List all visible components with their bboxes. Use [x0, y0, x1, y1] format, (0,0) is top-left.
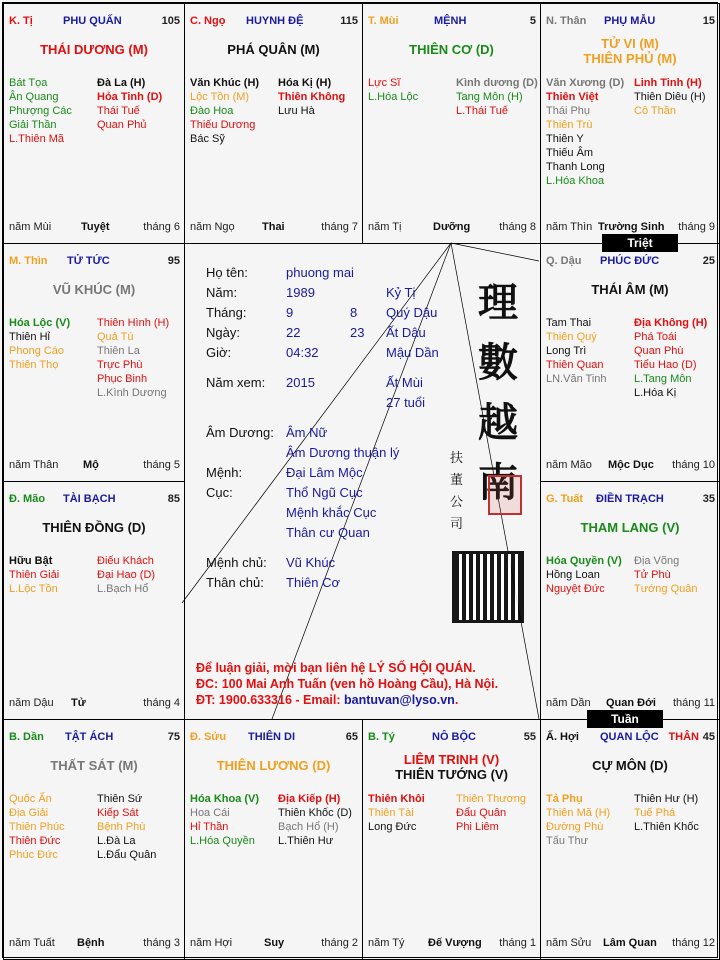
footer-month: tháng 8 — [499, 221, 536, 233]
cuc-label: Cục: — [206, 485, 233, 500]
major-star: THÁI DƯƠNG (M) — [40, 42, 148, 57]
minor-star: Văn Khúc (H) — [190, 77, 260, 89]
minor-star: Thiên Y — [546, 133, 584, 145]
minor-star: Thiên Phúc — [9, 821, 65, 833]
contact-line3 — [196, 693, 458, 707]
minor-star: L.Thái Tuế — [456, 105, 508, 117]
palace-name: QUAN LỘC — [600, 731, 659, 743]
palace-header — [9, 15, 180, 29]
palace-chi: C. Ngọ — [190, 15, 226, 27]
footer-month: tháng 11 — [672, 697, 715, 709]
footer-year: năm Tuất — [9, 937, 55, 949]
qr-code-icon — [452, 551, 524, 623]
palace-footer — [546, 937, 715, 950]
footer-stage: Tuyệt — [81, 221, 110, 233]
minor-star: Thiên Khôi — [368, 793, 425, 805]
footer-stage: Mộc Dục — [608, 459, 654, 471]
stars-left — [190, 792, 280, 848]
minor-star: Hóa Quyền (V) — [546, 555, 622, 567]
palace-chi: G. Tuất — [546, 493, 584, 505]
minor-star: Thanh Long — [546, 161, 605, 173]
amduong-label: Âm Dương: — [206, 425, 274, 440]
minor-star: Phong Cáo — [9, 345, 65, 357]
palace-footer — [546, 221, 715, 234]
minor-star: Thiên Diêu (H) — [634, 91, 706, 103]
stars-right — [634, 792, 720, 834]
palace-tuat[interactable] — [540, 481, 720, 720]
footer-stage: Suy — [264, 937, 285, 949]
minor-star: Tang Môn (H) — [456, 91, 523, 103]
palace-name: TÀI BẠCH — [63, 493, 116, 505]
contact-phone: ĐT: 1900.633316 - Email: — [196, 693, 344, 707]
minor-star: Đại Hao (D) — [97, 569, 156, 581]
minor-star: Trực Phù — [97, 359, 143, 371]
stars-right — [97, 316, 185, 400]
palace-number: 25 — [702, 255, 715, 267]
minor-star: Nguyệt Đức — [546, 583, 605, 595]
palace-header — [9, 493, 180, 507]
minor-star: Hữu Bật — [9, 555, 53, 567]
palace-footer — [190, 221, 358, 234]
footer-month: tháng 9 — [678, 221, 715, 233]
month-value: 9 — [286, 305, 294, 320]
palace-footer — [368, 221, 536, 234]
minor-star: Tuế Phá — [634, 807, 676, 819]
footer-month: tháng 2 — [321, 937, 358, 949]
palace-number: 55 — [523, 731, 536, 743]
center-info — [184, 243, 541, 719]
minor-star: L.Thiên Khốc — [634, 821, 699, 833]
stars-left — [546, 316, 636, 386]
year-can: Kỷ Tị — [386, 285, 416, 300]
than-marker: THÂN — [668, 731, 699, 743]
palace-name: TỬ TỨC — [67, 255, 110, 267]
palace-footer — [546, 459, 715, 472]
stars-left — [368, 76, 458, 104]
minor-star: Phượng Các — [9, 105, 72, 117]
minor-star: Thiên Khốc (D) — [278, 807, 352, 819]
footer-month: tháng 7 — [321, 221, 358, 233]
day-can: Ất Dậu — [386, 325, 426, 340]
palace-name: NÔ BỘC — [432, 731, 476, 743]
minor-star: Thiếu Âm — [546, 147, 594, 159]
menh-value: Đại Lâm Mộc — [286, 465, 363, 480]
cuc-note1: Mệnh khắc Cục — [286, 505, 377, 520]
footer-stage: Mộ — [83, 459, 99, 471]
palace-chi: K. Tị — [9, 15, 33, 27]
major-star: LIÊM TRINH (V) — [403, 752, 500, 767]
footer-year: năm Tị — [368, 221, 402, 233]
minor-star: Thiên Hỉ — [9, 331, 50, 343]
amduong-note: Âm Dương thuận lý — [286, 445, 400, 460]
palace-header — [9, 731, 180, 745]
palace-number: 115 — [340, 15, 358, 27]
stars-left — [9, 554, 99, 596]
footer-stage: Thai — [262, 221, 285, 233]
minor-star: Hoa Cái — [190, 807, 230, 819]
minor-star: Ân Quang — [9, 91, 59, 103]
palace-chi: M. Thìn — [9, 255, 48, 267]
palace-header — [546, 493, 715, 507]
footer-month: tháng 4 — [143, 697, 180, 709]
minor-star: Thiên Thương — [456, 793, 527, 805]
contact-email[interactable]: bantuvan@lyso.vn — [344, 693, 455, 707]
palace-header — [9, 255, 180, 269]
minor-star: Lộc Tồn (M) — [190, 91, 250, 103]
day-lunar: 23 — [350, 325, 365, 340]
year-value: 1989 — [286, 285, 315, 300]
minor-star: Thiên Quý — [546, 331, 597, 343]
minor-star: Tử Phù — [634, 569, 671, 581]
palace-chi: Ấ. Hợi — [546, 731, 579, 743]
hour-can: Mậu Dần — [386, 345, 439, 360]
minor-star: Hồng Loan — [546, 569, 600, 581]
month-can: Quý Dậu — [386, 305, 438, 320]
palace-footer — [9, 697, 180, 710]
stars-left — [546, 554, 636, 596]
footer-month: tháng 12 — [672, 937, 715, 949]
major-star: VŨ KHÚC (M) — [52, 282, 136, 297]
minor-star: Địa Giải — [9, 807, 49, 819]
minor-star: Phúc Đức — [9, 849, 58, 861]
menhchu-label: Mệnh chủ: — [206, 555, 267, 570]
cuc-note2: Thân cư Quan — [286, 525, 370, 540]
palace-mao[interactable] — [3, 481, 185, 720]
minor-star: Hóa Lộc (V) — [9, 317, 71, 329]
palace-header — [368, 731, 536, 745]
palace-ti[interactable] — [3, 3, 185, 244]
minor-star: Hóa Khoa (V) — [190, 793, 260, 805]
minor-star: Linh Tinh (H) — [634, 77, 702, 89]
footer-stage: Trường Sinh — [598, 221, 665, 233]
contact-line2: ĐC: 100 Mai Anh Tuấn (ven hồ Hoàng Cầu), Hà Nội. — [196, 677, 499, 691]
view-year-label: Năm xem: — [206, 375, 266, 390]
name-value: phuong mai — [286, 265, 354, 280]
footer-month: tháng 5 — [143, 459, 180, 471]
footer-stage: Tử — [71, 697, 86, 709]
palace-number: 105 — [161, 15, 180, 27]
thanchu-value: Thiên Cơ — [286, 575, 341, 590]
minor-star: Phá Toái — [634, 331, 677, 343]
palace-name: MỆNH — [434, 15, 467, 27]
stars-right — [97, 554, 185, 596]
amduong-value: Âm Nữ — [286, 425, 328, 440]
contact-end: . — [454, 693, 459, 707]
hour-value: 04:32 — [286, 345, 319, 360]
footer-month: tháng 6 — [143, 221, 180, 233]
minor-star: L.Hóa Quyền — [190, 835, 255, 847]
minor-star: Bác Sỹ — [190, 133, 225, 145]
footer-month: tháng 3 — [143, 937, 180, 949]
minor-star: Kiếp Sát — [97, 807, 139, 819]
stars-right — [456, 76, 541, 118]
major-star: THIÊN PHỦ (M) — [583, 51, 677, 66]
palace-dau[interactable] — [540, 243, 720, 482]
palace-name: THIÊN DI — [248, 731, 296, 743]
palace-mui[interactable] — [362, 3, 541, 244]
palace-number: 5 — [529, 15, 536, 27]
minor-star: L.Đẩu Quân — [97, 849, 157, 861]
major-star: THIÊN ĐỒNG (D) — [42, 520, 146, 535]
minor-star: L.Hóa Kị — [634, 387, 677, 399]
year-label: Năm: — [206, 285, 238, 300]
thanchu-label: Thân chủ: — [206, 575, 264, 590]
palace-number: 75 — [167, 731, 180, 743]
minor-star: Thiếu Dương — [190, 119, 256, 131]
palace-number: 45 — [702, 731, 715, 743]
palace-chi: N. Thân — [546, 15, 587, 27]
seal-small-text: 扶董公司 — [450, 451, 464, 532]
stars-right — [278, 792, 363, 848]
menhchu-value: Vũ Khúc — [286, 555, 336, 570]
palace-header — [190, 731, 358, 745]
footer-month: tháng 10 — [672, 459, 715, 471]
palace-number: 65 — [345, 731, 358, 743]
minor-star: Tướng Quân — [634, 583, 698, 595]
palace-ty[interactable] — [362, 719, 541, 960]
month-label: Tháng: — [206, 305, 247, 320]
minor-star: Thái Phụ — [546, 105, 591, 117]
view-year-value: 2015 — [286, 375, 315, 390]
minor-star: L.Tang Môn — [634, 373, 692, 385]
major-star: PHÁ QUÂN (M) — [227, 42, 320, 57]
cuc-value: Thổ Ngũ Cục — [286, 485, 363, 500]
palace-chi: Q. Dậu — [546, 255, 582, 267]
palace-number: 35 — [702, 493, 715, 505]
stars-left — [9, 316, 99, 372]
stars-right — [456, 792, 541, 834]
stars-right — [97, 76, 185, 132]
minor-star: Thiên Thọ — [9, 359, 59, 371]
footer-year: năm Thìn — [546, 221, 593, 233]
minor-star: Thiên Hư (H) — [634, 793, 699, 805]
palace-chi: Đ. Mão — [9, 493, 46, 505]
minor-star: Quả Tú — [97, 331, 134, 343]
palace-hoi[interactable] — [540, 719, 720, 960]
minor-star: Hỏa Tinh (D) — [97, 91, 163, 103]
palace-footer — [9, 221, 180, 234]
minor-star: L.Lộc Tồn — [9, 583, 58, 595]
stars-right — [278, 76, 363, 118]
calligraphy-text: 理數越南 — [478, 279, 518, 506]
minor-star: Quan Phủ — [97, 119, 147, 131]
minor-star: Tiểu Hao (D) — [634, 359, 697, 371]
stars-right — [97, 792, 185, 862]
minor-star: Lực Sĩ — [368, 77, 401, 89]
minor-star: Thiên Tài — [368, 807, 414, 819]
minor-star: Bệnh Phù — [97, 821, 146, 833]
palace-name: TẬT ÁCH — [65, 731, 114, 743]
minor-star: Đà La (H) — [97, 77, 146, 89]
minor-star: Thiên Mã (H) — [546, 807, 611, 819]
minor-star: L.Hóa Lộc — [368, 91, 419, 103]
palace-header — [368, 15, 536, 29]
minor-star: Cô Thần — [634, 105, 676, 117]
major-star: THÁI ÂM (M) — [591, 282, 669, 297]
major-star: CỰ MÔN (D) — [592, 758, 668, 773]
minor-star: Phi Liêm — [456, 821, 499, 833]
minor-star: L.Bạch Hổ — [97, 583, 149, 595]
minor-star: Thiên Giải — [9, 569, 60, 581]
minor-star: Thiên Đức — [9, 835, 61, 847]
hour-label: Giờ: — [206, 345, 232, 360]
palace-number: 15 — [702, 15, 715, 27]
view-year-can: Ất Mùi — [386, 375, 423, 390]
minor-star: Địa Võng — [634, 555, 680, 567]
stars-right — [634, 316, 720, 400]
minor-star: Thiên Không — [278, 91, 346, 103]
minor-star: L.Hóa Khoa — [546, 175, 605, 187]
minor-star: Địa Không (H) — [634, 317, 708, 329]
month-lunar: 8 — [350, 305, 358, 320]
minor-star: Bát Tọa — [9, 77, 48, 89]
palace-chi: B. Dần — [9, 731, 44, 743]
major-star: THẤT SÁT (M) — [50, 758, 138, 773]
footer-year: năm Hợi — [190, 937, 233, 949]
stars-right — [634, 554, 720, 596]
palace-than[interactable] — [540, 3, 720, 244]
footer-year: năm Dần — [546, 697, 591, 709]
triet-tag: Triệt — [602, 234, 678, 252]
minor-star: Long Đức — [368, 821, 417, 833]
minor-star: Thiên Sứ — [97, 793, 143, 805]
palace-name: PHU QUẤN — [63, 15, 122, 27]
minor-star: Quốc Ấn — [9, 793, 52, 805]
minor-star: Long Trì — [546, 345, 587, 357]
day-label: Ngày: — [206, 325, 240, 340]
major-star: THAM LANG (V) — [580, 520, 680, 535]
palace-footer — [368, 937, 536, 950]
stars-left — [9, 792, 99, 862]
minor-star: Bạch Hổ (H) — [278, 821, 339, 833]
stars-left — [9, 76, 99, 146]
tuan-tag: Tuần — [587, 710, 663, 728]
palace-footer — [546, 697, 715, 710]
footer-year: năm Ngọ — [190, 221, 235, 233]
palace-header — [546, 15, 715, 29]
minor-star: Văn Xương (D) — [546, 77, 625, 89]
minor-star: Thiên La — [97, 345, 140, 357]
minor-star: Tam Thai — [546, 317, 592, 329]
menh-label: Mệnh: — [206, 465, 243, 480]
minor-star: L.Đà La — [97, 835, 136, 847]
footer-year: năm Mùi — [9, 221, 52, 233]
palace-chi: Đ. Sửu — [190, 731, 227, 743]
minor-star: Đường Phù — [546, 821, 604, 833]
footer-year: năm Dậu — [9, 697, 54, 709]
minor-star: L.Thiên Mã — [9, 133, 65, 145]
major-star: THIÊN LƯƠNG (D) — [216, 758, 331, 773]
footer-year: năm Sửu — [546, 937, 592, 949]
minor-star: Địa Kiếp (H) — [278, 793, 341, 805]
minor-star: Phục Binh — [97, 373, 148, 385]
minor-star: Đẩu Quân — [456, 807, 507, 819]
palace-header — [190, 15, 358, 29]
minor-star: Giải Thần — [9, 119, 57, 131]
palace-suu[interactable] — [184, 719, 363, 960]
palace-chi: B. Tý — [368, 731, 395, 743]
palace-chi: T. Mùi — [368, 15, 399, 27]
day-value: 22 — [286, 325, 301, 340]
palace-header — [546, 731, 715, 745]
stars-right — [634, 76, 720, 118]
minor-star: Thiên Trù — [546, 119, 593, 131]
footer-stage: Dưỡng — [433, 221, 471, 233]
contact-line1: Để luận giải, mời bạn liên hệ LÝ SỐ HỘI QUÁN. — [196, 661, 476, 675]
footer-stage: Lâm Quan — [603, 937, 657, 949]
minor-star: Đào Hoa — [190, 105, 234, 117]
minor-star: L.Thiên Hư — [278, 835, 334, 847]
palace-thin[interactable] — [3, 243, 185, 482]
minor-star: Hỉ Thần — [190, 821, 229, 833]
palace-name: PHÚC ĐỨC — [600, 255, 660, 267]
footer-year: năm Tý — [368, 937, 405, 949]
major-star: TỬ VI (M) — [601, 36, 659, 51]
footer-stage: Quan Đới — [606, 697, 656, 709]
palace-footer — [9, 937, 180, 950]
palace-header — [546, 255, 715, 269]
palace-name: PHỤ MẪU — [604, 15, 656, 27]
stars-left — [546, 792, 636, 848]
minor-star: Thái Tuế — [97, 105, 140, 117]
footer-stage: Đế Vượng — [428, 937, 482, 949]
tuvi-chart — [2, 2, 718, 958]
palace-ngo[interactable] — [184, 3, 363, 244]
minor-star: Tả Phụ — [546, 793, 583, 805]
footer-month: tháng 1 — [499, 937, 536, 949]
stars-left — [190, 76, 280, 146]
footer-stage: Bệnh — [77, 937, 105, 949]
minor-star: Lưu Hà — [278, 105, 315, 117]
minor-star: Tấu Thư — [546, 835, 589, 847]
footer-year: năm Thân — [9, 459, 59, 471]
stars-left — [368, 792, 458, 834]
minor-star: Quan Phù — [634, 345, 684, 357]
minor-star: Điếu Khách — [97, 555, 154, 567]
name-label: Họ tên: — [206, 265, 248, 280]
minor-star: Thiên Quan — [546, 359, 604, 371]
palace-footer — [9, 459, 180, 472]
stars-left — [546, 76, 636, 188]
palace-footer — [190, 937, 358, 950]
minor-star: Thiên Việt — [546, 91, 599, 103]
minor-star: Thiên Hình (H) — [97, 317, 170, 329]
major-star: THIÊN CƠ (D) — [409, 42, 494, 57]
palace-number: 95 — [167, 255, 180, 267]
palace-name: ĐIỀN TRẠCH — [596, 493, 664, 505]
palace-name: HUYNH ĐỆ — [246, 15, 304, 27]
major-star: THIÊN TƯỚNG (V) — [395, 767, 508, 782]
age: 27 tuổi — [386, 395, 426, 410]
red-seal — [488, 475, 522, 515]
minor-star: Kình dương (D) — [456, 77, 538, 89]
palace-dan[interactable] — [3, 719, 185, 960]
palace-number: 85 — [167, 493, 180, 505]
minor-star: L.Kình Dương — [97, 387, 167, 399]
minor-star: Hóa Kị (H) — [278, 77, 332, 89]
footer-year: năm Mão — [546, 459, 592, 471]
minor-star: LN.Văn Tinh — [546, 373, 607, 385]
